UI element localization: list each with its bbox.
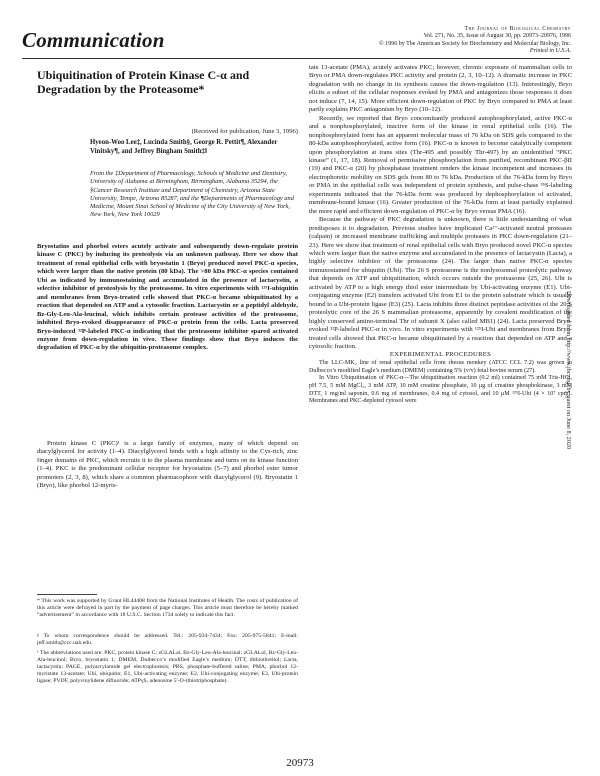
printed-line: Printed in U.S.A.	[529, 48, 571, 55]
body-paragraph: Recently, we reported that Bryo concomitantly produced autophosphorylated, active PKC-α and a nonphosphorylated, inactive form of the kinase in renal epithelial cells (16). The nonphosphorylated form has an apparent molecular mass of 76 kDa on SDS gels compared to the 80-kDa autophosphorylated, active form (16). PKC-α is known to become catalytically competent upon phosphorylation at trans sites (Thr-495 and possibly Thr-497) by an unidentified “PKC kinase” (1, 17, 18). Removal of permissive phosphorylation from purified, recombinant PKC-βII (19) and PKC-α (20) by phosphatase treatment renders the kinase incompetent and increases its electrophoretic mobility on SDS gels from 80 to 76 kDa. Production of the 76-kDa form by Bryo or PMA in the epithelial cells was independent of protein synthesis, and pulse-chase ³⁵S-labeling experiments indicated that the 76-kDa form was produced by dephosphorylation of activated, membrane-bound kinase (16). Greater production of the 76-kDa form at least partially explained the more rapid and efficient down-regulation of PKC-α by Bryo versus PMA (16).	[309, 114, 572, 215]
header-rule	[22, 58, 570, 59]
body-paragraph: tate 13-acetate (PMA), acutely activates PKC; however, chronic exposure of mammalian cells to Bryo or PMA down-regulates PKC activity and protein (2, 3, 10–12). A dramatic increase in PKC degradation with no change in its synthesis causes the down-regulation (13). Interestingly, Bryo elicits a subset of the cellular responses evoked by PMA and antagonizes those responses it does not induce (7, 14, 15). More efficient down-regulation of PKC by Bryo compared to PMA at least partly explains PKC antagonism by Bryo (10–12).	[309, 64, 572, 114]
footnote-funding: * This work was supported by Grant HL44408 from the National Institutes of Health. The costs of publication of this article were defrayed in part by the payment of page charges. This article must therefore be hereby marked “advertisement” in accordance with 18 U.S.C. Section 1734 solely to indicate this fact.	[37, 598, 298, 618]
footnote-abbreviations: ¹ The abbreviations used are: PKC, protein kinase C; zGLALal, Bz-Gly-Leu-Ala-leucinal; zGLALol, Bz-Gly-Leu-Ala-leucinol; Bryo, bryostatin 1; DMEM, Dulbecco’s modified Eagle’s medium; DTT, dithiothreitol; Lacta, lactacystin; PAGE, polyacrylamide gel electrophoresis; PBS, phosphate-buffered saline; PMA, phorbol 12-myristate 13-acetate; Ubi, ubiquitin; E1, Ubi-activating enzyme; E2, Ubi-conjugating enzyme; E3, Ubi-protein ligase; PVDF, polyvinylidene difluoride; ATPγS, adenosine 5′-O-(thiotriphosphate).	[37, 650, 298, 684]
section-heading: EXPERIMENTAL PROCEDURES	[389, 351, 492, 359]
journal-header	[311, 26, 571, 56]
affiliations: From the ‡Department of Pharmacology, Schools of Medicine and Dentistry, University of Alabama at Birmingham, Birmingham, Alabama 35294, the §Cancer Research Institute and Department of Chemistry, Arizona State University, Tempe, Arizona 85287, and the ¶Departments of Pharmacology and Medicine, Mount Sinai School of Medicine of the City University of New York, New York, New York 10029	[90, 170, 294, 219]
methods-paragraph: The LLC-MK₂ line of renal epithelial cells from rhesus monkey (ATCC CCL 7.2) was grown in Dulbecco’s modified Eagle’s medium (DMEM) containing 5% (v/v) fetal bovine serum (27).	[309, 359, 572, 374]
copyright-line: © 1996 by The American Society for Biochemistry and Molecular Biology, Inc.	[379, 40, 571, 47]
body-paragraph: Because the pathway of PKC degradation is unknown, there is little understanding of what predisposes it to degradation. Previous studies have implicated Ca²⁺-activated neutral proteases (calpain) or increased membrane trafficking and multiple proteases in PKC down-regulation (21–23). Here we show that treatment of renal epithelial cells with Bryo produced novel PKC-α species which were larger than the native enzyme and accumulated in the presence of lactacystin (Lacta), a highly selective inhibitor of the proteasome (24). The larger than native PKC-α species immunostained for ubiquitin (Ubi). The 26 S proteasome is the nonlysosomal proteolytic pathway that depends on ATP and ubiquitination, which occurs outside the proteasome (25, 26). Ubi is activated by ATP to a high energy thiol ester intermediate by Ubi-activating enzyme (E1). Ubi-conjugating enzyme (E2) transfers activated Ubi from E1 to the protein substrate which is usually bound to a Ubi-protein ligase (E3) (25). Lacta inhibits three distinct peptidase activities of the 20 S proteolytic core of the 26 S mammalian proteasome, apparently by covalent modification of the highly conserved amino-terminal Thr of subunit X (also called MB1) (24). Lacta preserved Bryo-evoked ³²P-labeled PKC-α in vivo. In vitro experiments with ¹²⁵I-Ubi and membranes from Bryo-treated cells showed that PKC-α became ubiquitinated by a reaction that depended on ATP and a cytosolic fraction.	[309, 216, 572, 350]
journal-title: The Journal of Biological Chemistry	[464, 26, 571, 32]
right-column	[309, 64, 572, 406]
methods-paragraph: In Vitro Ubiquitination of PKC-α—The ubiquitination reaction (0.2 ml) contained 75 mM Tris-HCl, pH 7.5, 5 mM MgCl₂, 3 mM ATP, 10 mM creatine phosphate, 10 μg of creatine phosphokinase, 3 mM DTT, 1 mg/ml saponin, 0.6 mg of membranes, 0.4 mg of cytosol, and 10 μM ¹²⁵I-Ubi (4 × 10⁷ cpm). Membranes and PKC-depleted cytosol were	[309, 375, 572, 405]
page-number: 20973	[286, 757, 314, 769]
section-label: Communication	[22, 28, 165, 52]
footnote-correspondence: ‖ To whom correspondence should be addressed. Tel.: 205-934-7434; Fax: 205-975-5841; E-mail: jeff.smith@ccc.uab.edu.	[37, 633, 298, 646]
abstract: Bryostatins and phorbol esters acutely activate and subsequently down-regulate protein kinase C (PKC) by inducing its proteolysis via an unknown pathway. Here we show that treatment of renal epithelial cells with bryostatin 1 (Bryo) produced novel PKC-α species, which were larger than the native protein (80 kDa). The >80 kDa PKC-α species contained Ubi as indicated by immunostaining and accumulated in the presence of lactacystin, a selective inhibitor of proteolysis by the proteasome. In vitro experiments with ¹²⁵I-ubiquitin and membranes from Bryo-treated cells showed that PKC-α became ubiquitinated by a reaction that depended on ATP and a cytosolic fraction. Lactacystin or a peptidyl aldehyde, Bz-Gly-Leu-Ala-leucinal, which inhibits certain protease activities of the proteasome, inhibited Bryo-evoked disappearance of PKC-α protein from the cells. Lacta preserved Bryo-induced ³²P-labeled PKC-α indicating that the proteasome inhibitor spared activated enzyme from down-regulation in vivo. These findings show that Bryo induces the degradation of PKC-α by the ubiquitin-proteasome complex.	[37, 243, 298, 352]
footnote-rule	[37, 594, 97, 595]
volume-line: Vol. 271, No. 35, Issue of August 30, pp. 20973–20976, 1996	[423, 33, 571, 40]
download-watermark: Downloaded from http://www.jbc.org/ by guest on June 8, 2020	[565, 290, 572, 450]
author-list: Hyeon-Woo Lee‡, Lucinda Smith§, George R. Pettit¶, Alexander Vinitsky¶, and Jeffrey Bingham Smith‡‖	[90, 139, 278, 155]
received-date: (Received for publication, June 3, 1996)	[191, 128, 298, 135]
intro-paragraph: Protein kinase C (PKC)¹ is a large family of enzymes, many of which depend on diacylglycerol for activity (1–4). Diacylglycerol binds with a high affinity to the Cys-rich, zinc finger domains of PKC, which recruits it to the plasma membrane and turns on its kinase function (1–4). PKC is the predominant cellular receptor for bryostatins (5–7) and phorbol ester tumor promoters (2, 3, 8), which share a common pharmacophore with diacylglycerol (9). Bryostatin 1 (Bryo), like phorbol 12-myris-	[37, 440, 298, 490]
article-title: Ubiquitination of Protein Kinase C-α and Degradation by the Proteasome*	[37, 68, 250, 96]
